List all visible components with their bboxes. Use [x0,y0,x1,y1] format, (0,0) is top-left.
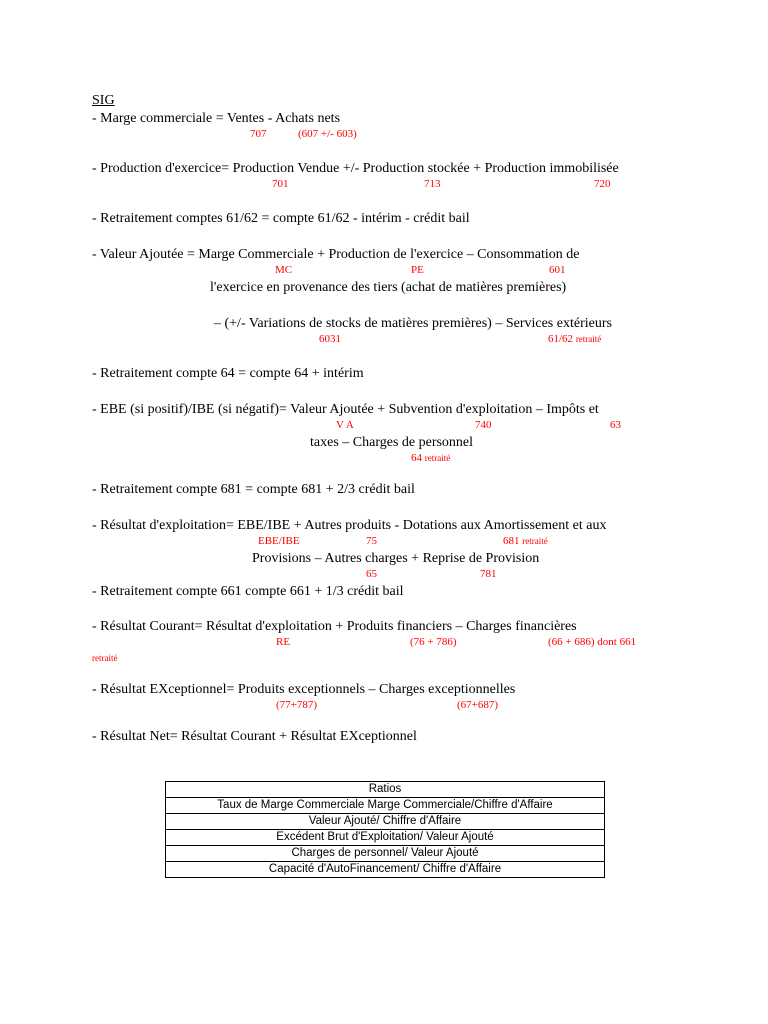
formula-valeur-ajoutee-line3: – (+/- Variations de stocks de matières premières) – Services extérieurs [214,316,612,331]
table-row [166,814,605,830]
code-prod-701: 701 [272,178,289,190]
code-rc-re: RE [276,636,291,648]
formula-ebe-line1: - EBE (si positif)/IBE (si négatif)= Valeur Ajoutée + Subvention d'exploitation – Impôts et [92,402,599,417]
table-row [166,862,605,878]
code-rc-charges-fin: (66 + 686) dont 661 [548,636,637,648]
formula-production: - Production d'exercice= Production Vendue +/- Production stockée + Production immobilisée [92,161,619,176]
formula-resultat-exploitation-line2: Provisions – Autres charges + Reprise de Provision [252,551,540,566]
formula-retraitement-661: - Retraitement compte 661 compte 661 + 1/3 crédit bail [92,584,404,599]
code-va-601: 601 [549,264,566,276]
formula-resultat-courant: - Résultat Courant= Résultat d'exploitation + Produits financiers – Charges financières [92,619,577,634]
code-va-pe: PE [411,264,424,276]
code-marge-707: 707 [250,128,267,140]
code-ebe-63: 63 [610,419,621,431]
code-re-65: 65 [366,568,377,580]
formula-retraitement-61-62: - Retraitement comptes 61/62 = compte 61/62 - intérim - crédit bail [92,211,470,226]
ratio-cell: Taux de Marge Commerciale Marge Commerciale/Chiffre d'Affaire [166,798,605,814]
table-header-row [166,782,605,798]
code-re-75: 75 [366,535,377,547]
code-va-mc: MC [275,264,293,276]
code-prod-713: 713 [424,178,441,190]
code-rex-produits: (77+787) [276,699,318,711]
doc-title: SIG [92,93,115,108]
table-row [166,846,605,862]
code-prod-720: 720 [594,178,611,190]
code-va-6031: 6031 [319,333,341,345]
table-row [166,798,605,814]
code-rc-produits-fin: (76 + 786) [410,636,457,648]
formula-valeur-ajoutee-line2: l'exercice en provenance des tiers (achat de matières premières) [210,280,567,295]
ratio-cell: Capacité d'AutoFinancement/ Chiffre d'Affaire [166,862,605,878]
formula-ebe-line2: taxes – Charges de personnel [310,435,474,450]
code-rex-charges: (67+687) [457,699,499,711]
ratio-cell: Charges de personnel/ Valeur Ajouté [166,846,605,862]
ratio-cell: Excédent Brut d'Exploitation/ Valeur Ajouté [166,830,605,846]
formula-valeur-ajoutee-line1: - Valeur Ajoutée = Marge Commerciale + Production de l'exercice – Consommation de [92,247,580,262]
code-ebe-740: 740 [475,419,492,431]
table-row [166,830,605,846]
code-re-681: 681 retraité [503,535,548,547]
code-ebe-va: V A [336,419,354,431]
formula-resultat-exceptionnel: - Résultat EXceptionnel= Produits exceptionnels – Charges exceptionnelles [92,682,516,697]
formula-resultat-exploitation-line1: - Résultat d'exploitation= EBE/IBE + Autres produits - Dotations aux Amortissement et aux [92,518,607,533]
ratios-table [165,781,605,878]
code-ebe-64: 64 retraité [411,452,451,464]
code-re-ebe-ibe: EBE/IBE [258,535,300,547]
formula-retraitement-681: - Retraitement compte 681 = compte 681 + 2/3 crédit bail [92,482,415,497]
code-marge-achats: (607 +/- 603) [298,128,357,140]
table-header: Ratios [166,782,605,798]
code-re-781: 781 [480,568,497,580]
formula-retraitement-64: - Retraitement compte 64 = compte 64 + intérim [92,366,364,381]
code-va-61-62: 61/62 retraité [548,333,602,345]
formula-marge: - Marge commerciale = Ventes - Achats nets [92,111,341,126]
code-rc-retraite: retraité [92,653,118,663]
ratio-cell: Valeur Ajouté/ Chiffre d'Affaire [166,814,605,830]
formula-resultat-net: - Résultat Net= Résultat Courant + Résultat EXceptionnel [92,729,417,744]
